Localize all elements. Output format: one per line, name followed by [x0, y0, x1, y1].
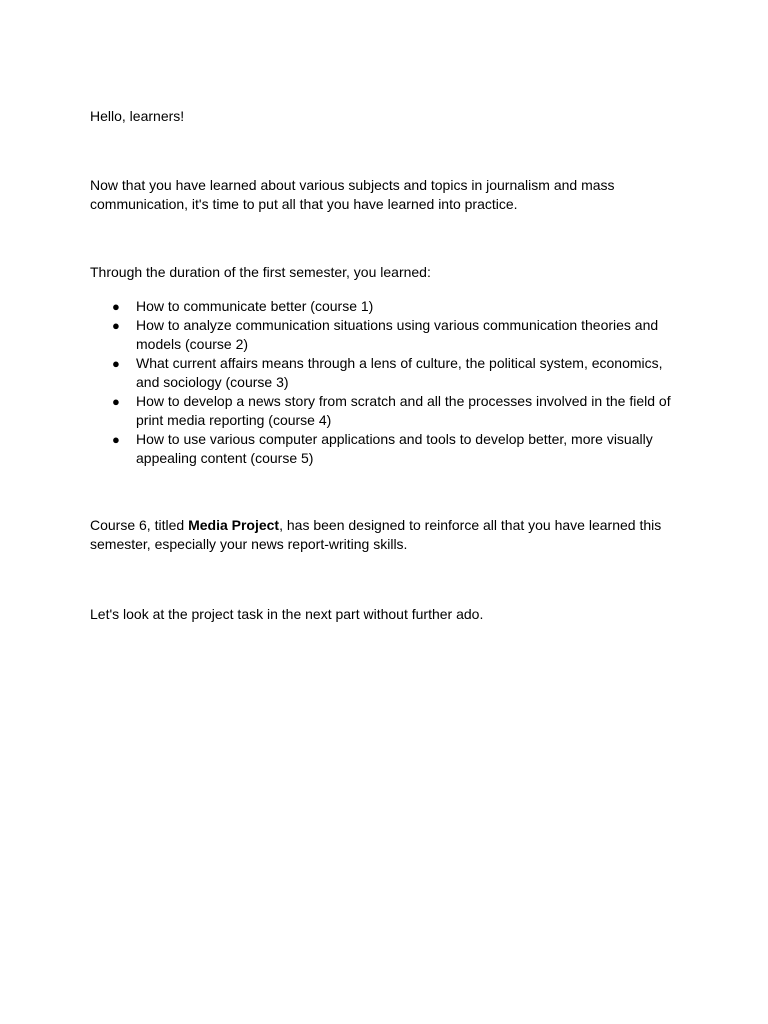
list-item — [90, 392, 680, 430]
greeting-text: Hello, learners! — [90, 108, 185, 124]
course-title: Media Project — [188, 517, 280, 533]
bullet-icon: ● — [112, 299, 120, 314]
bullet-icon: ● — [112, 394, 120, 409]
list-item — [90, 430, 680, 468]
learned-items-list — [90, 297, 680, 468]
bullet-icon: ● — [112, 356, 120, 371]
intro-paragraph: Now that you have learned about various subjects and topics in journalism and mass communication, it's time to put all that you have learned into practice. — [90, 177, 615, 212]
bullet-icon: ● — [112, 432, 120, 447]
course6-prefix: Course 6, titled — [90, 517, 189, 533]
course6-paragraph — [90, 516, 680, 554]
list-item-text: How to communicate better (course 1) — [136, 298, 374, 314]
closing-paragraph: Let's look at the project task in the next part without further ado. — [90, 606, 484, 622]
learned-intro-text: Through the duration of the first semester, you learned: — [90, 264, 431, 280]
list-item-text: How to develop a news story from scratch and all the processes involved in the field of print media reporting (course 4) — [136, 393, 671, 428]
list-item — [90, 316, 680, 354]
list-item-text: How to analyze communication situations using various communication theories and models (course 2) — [136, 317, 659, 352]
list-item — [90, 354, 680, 392]
bullet-icon: ● — [112, 318, 120, 333]
course6-suffix: , has been designed to reinforce all that you have learned this semester, especially your news report-writing skills. — [90, 517, 662, 552]
list-item-text: What current affairs means through a lens of culture, the political system, economics, and sociology (course 3) — [136, 355, 663, 390]
list-item — [90, 297, 680, 316]
list-item-text: How to use various computer applications and tools to develop better, more visually appealing content (course 5) — [136, 431, 653, 466]
